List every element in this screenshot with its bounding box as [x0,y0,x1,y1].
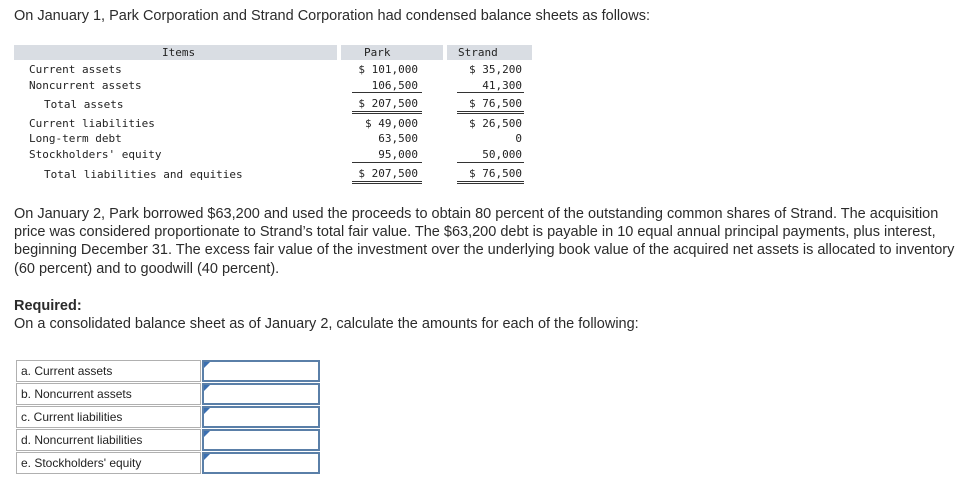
answer-table [16,360,320,475]
strand-current-assets: $ 35,200 [469,63,522,76]
strand-total-assets-rule-2 [457,113,524,114]
row-label-long-term-debt: Long-term debt [29,132,122,145]
answer-label-noncurrent-liabilities: d. Noncurrent liabilities [16,429,201,451]
row-label-noncurrent-assets: Noncurrent assets [29,79,142,92]
strand-current-liabilities: $ 26,500 [469,117,522,130]
park-total-rule [352,181,422,182]
park-total-liabilities-equities: $ 207,500 [358,167,418,180]
strand-noncurrent-assets: 41,300 [482,79,522,92]
strand-underline [457,92,524,93]
park-current-liabilities: $ 49,000 [365,117,418,130]
answer-row-noncurrent-liabilities [16,429,320,452]
answer-cell-current-assets [202,360,320,382]
answer-label-stockholders-equity: e. Stockholders' equity [16,452,201,474]
current-assets-input[interactable] [204,362,318,380]
answer-cell-current-liabilities [202,406,320,428]
stockholders-equity-input[interactable] [204,454,318,472]
current-liabilities-input[interactable] [204,408,318,426]
strand-total-rule-2 [457,183,524,184]
answer-cell-noncurrent-liabilities [202,429,320,451]
park-equity-underline [352,162,422,163]
balance-sheet-table [14,45,534,185]
row-label-current-assets: Current assets [29,63,122,76]
strand-long-term-debt: 0 [515,132,522,145]
park-total-rule-2 [352,183,422,184]
answer-label-current-liabilities: c. Current liabilities [16,406,201,428]
strand-total-assets: $ 76,500 [469,97,522,110]
park-long-term-debt: 63,500 [378,132,418,145]
required-heading: Required: [14,298,82,314]
noncurrent-liabilities-input[interactable] [204,431,318,449]
strand-equity-underline [457,162,524,163]
answer-label-noncurrent-assets: b. Noncurrent assets [16,383,201,405]
header-park: Park [364,46,391,59]
park-total-assets-rule [352,111,422,112]
header-items: Items [162,46,196,59]
header-bg-park [341,45,443,60]
answer-label-current-assets: a. Current assets [16,360,201,382]
answer-row-current-liabilities [16,406,320,429]
strand-stockholders-equity: 50,000 [482,148,522,161]
noncurrent-assets-input[interactable] [204,385,318,403]
park-stockholders-equity: 95,000 [378,148,418,161]
strand-total-liabilities-equities: $ 76,500 [469,167,522,180]
park-total-assets-rule-2 [352,113,422,114]
intro-text: On January 1, Park Corporation and Strand Corporation had condensed balance sheets as follows: [14,8,650,24]
answer-row-current-assets [16,360,320,383]
answer-cell-stockholders-equity [202,452,320,474]
header-strand: Strand [458,46,498,59]
park-noncurrent-assets: 106,500 [371,79,418,92]
row-label-total-assets: Total assets [44,98,124,111]
row-label-total-liabilities-equities: Total liabilities and equities [44,168,243,181]
park-underline [352,92,422,93]
row-label-current-liabilities: Current liabilities [29,117,155,130]
park-total-assets: $ 207,500 [358,97,418,110]
strand-total-assets-rule [457,111,524,112]
answer-cell-noncurrent-assets [202,383,320,405]
required-text: On a consolidated balance sheet as of January 2, calculate the amounts for each of the following: [14,316,639,332]
problem-paragraph: On January 2, Park borrowed $63,200 and used the proceeds to obtain 80 percent of the outstanding common shares of Strand. The acquisition price was considered proportionate to Strand’s total fair value. The $63,200 debt is payable in 10 equal annual principal payments, plus interest, beginning December 31. The excess fair value of the investment over the underlying book value of the acquired net assets is allocated to inventory (60 percent) and to goodwill (40 percent). [14,206,955,277]
answer-row-stockholders-equity [16,452,320,475]
row-label-stockholders-equity: Stockholders' equity [29,148,162,161]
answer-row-noncurrent-assets [16,383,320,406]
park-current-assets: $ 101,000 [358,63,418,76]
strand-total-rule [457,181,524,182]
